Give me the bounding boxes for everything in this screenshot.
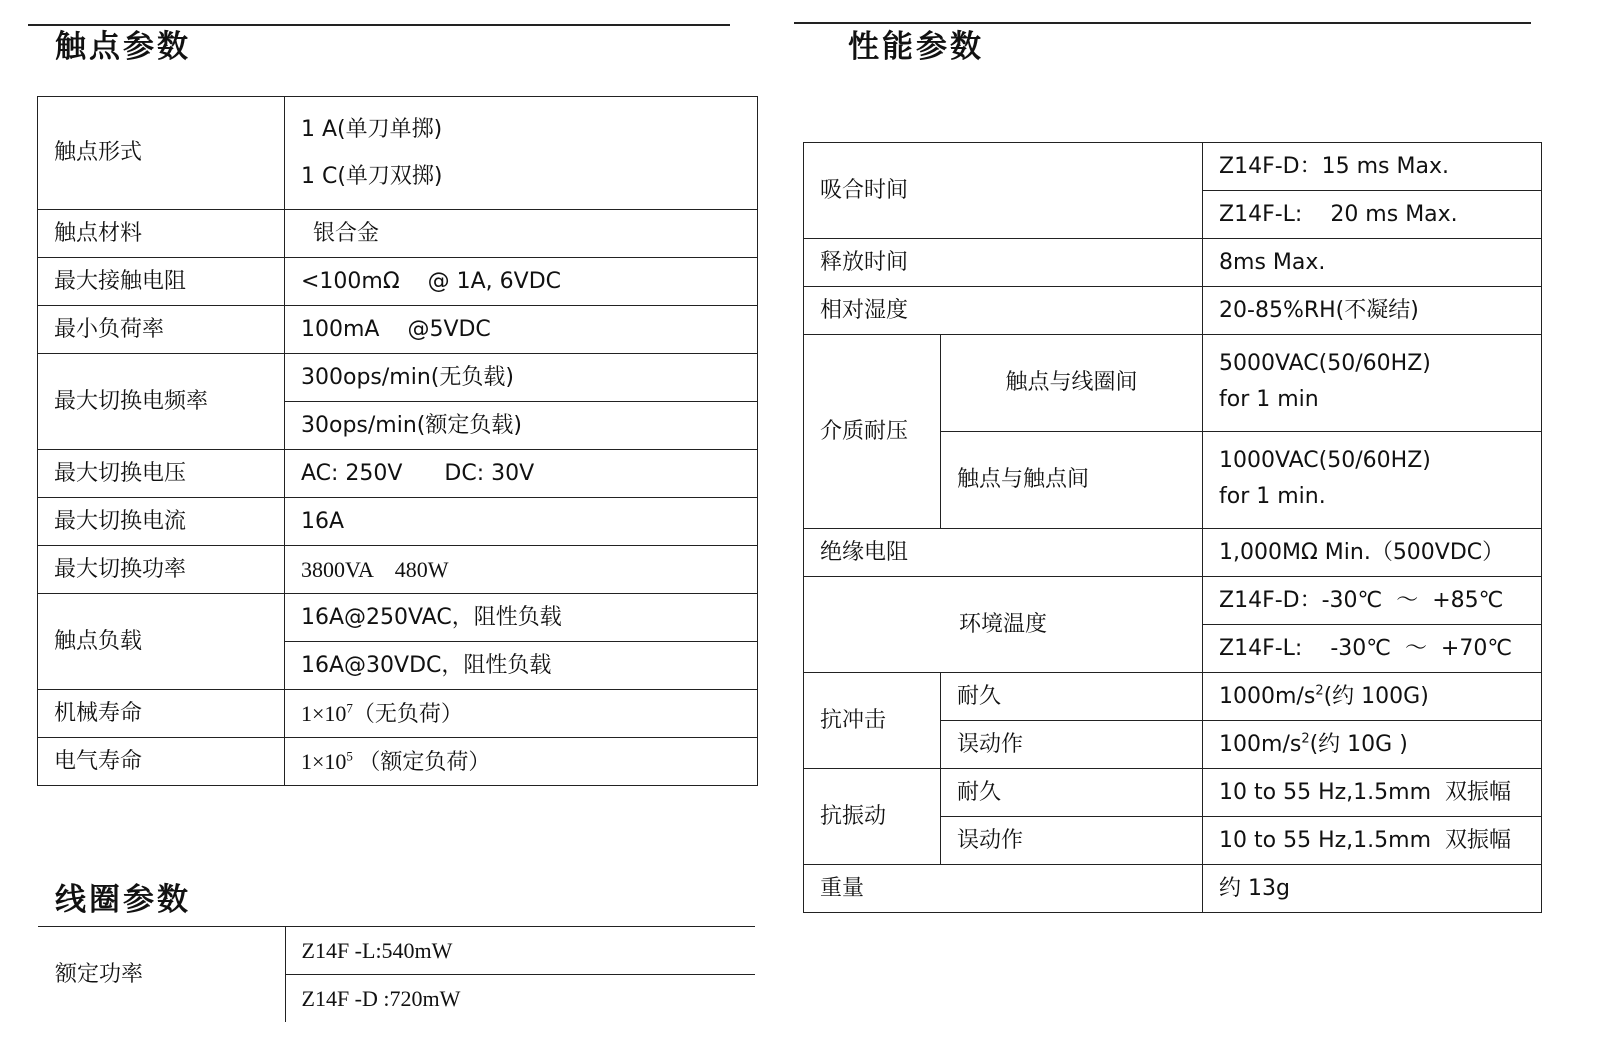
table-row <box>38 97 758 210</box>
value-note: （无负荷） <box>352 700 463 726</box>
contact-parameters-table <box>37 96 758 786</box>
row-label: 最大接触电阻 <box>38 258 285 306</box>
contact-section-title: 触点参数 <box>55 29 191 65</box>
table-row <box>804 673 1542 721</box>
coil-parameters-table <box>38 926 755 1022</box>
row-value: 300ops/min(无负载) <box>285 354 758 402</box>
table-row <box>38 210 758 258</box>
row-value: 10 to 55 Hz,1.5mm 双振幅 <box>1203 817 1542 865</box>
row-value-line: 5000VAC(50/60HZ) <box>1219 350 1431 376</box>
row-value: 20-85%RH(不凝结) <box>1203 287 1542 335</box>
table-row <box>38 354 758 402</box>
row-value: 30ops/min(额定负载) <box>285 402 758 450</box>
row-value: Z14F -D :720mW <box>285 975 755 1023</box>
row-value-line: 1 C(单刀双掷) <box>301 164 443 189</box>
row-sublabel: 触点与线圈间 <box>941 335 1203 432</box>
row-label: 吸合时间 <box>804 143 1203 239</box>
row-label: 抗冲击 <box>804 673 941 769</box>
row-label: 释放时间 <box>804 239 1203 287</box>
table-row <box>804 287 1542 335</box>
table-row <box>38 306 758 354</box>
row-value <box>285 738 758 786</box>
row-label: 绝缘电阻 <box>804 529 1203 577</box>
value-base: 1×10 <box>301 700 347 726</box>
row-label: 介质耐压 <box>804 335 941 529</box>
row-value: 16A@250VAC，阻性负载 <box>285 594 758 642</box>
value-exponent: 2 <box>1301 731 1310 747</box>
value-pre: 100m/s <box>1219 731 1302 757</box>
table-row <box>38 690 758 738</box>
row-value <box>1203 335 1542 432</box>
value-exponent: 7 <box>346 700 353 716</box>
performance-section-rule <box>794 22 1531 24</box>
row-label: 触点材料 <box>38 210 285 258</box>
row-value-line: 1000VAC(50/60HZ) <box>1219 447 1431 473</box>
table-row <box>804 865 1542 913</box>
row-value: 10 to 55 Hz,1.5mm 双振幅 <box>1203 769 1542 817</box>
row-value-line: for 1 min. <box>1219 483 1326 509</box>
table-row <box>38 738 758 786</box>
row-label: 最大切换电压 <box>38 450 285 498</box>
row-sublabel: 误动作 <box>941 721 1203 769</box>
row-value: 银合金 <box>285 210 758 258</box>
row-value: Z14F-L: -30℃ ～ +70℃ <box>1203 625 1542 673</box>
row-value: Z14F -L:540mW <box>285 927 755 975</box>
table-row <box>804 143 1542 191</box>
table-row <box>804 577 1542 625</box>
table-row <box>38 258 758 306</box>
performance-parameters-table <box>803 142 1542 913</box>
row-sublabel: 误动作 <box>941 817 1203 865</box>
row-value: Z14F-L: 20 ms Max. <box>1203 191 1542 239</box>
row-label: 环境温度 <box>804 577 1203 673</box>
value-pre: 1000m/s <box>1219 683 1316 709</box>
table-row <box>38 546 758 594</box>
row-value: 100mA @5VDC <box>285 306 758 354</box>
row-label: 最大切换电频率 <box>38 354 285 450</box>
table-row <box>38 498 758 546</box>
value-post: (约 10G ) <box>1309 731 1408 757</box>
table-row <box>38 927 755 975</box>
row-value <box>285 97 758 210</box>
row-value: 1,000MΩ Min.（500VDC） <box>1203 529 1542 577</box>
row-value: 16A@30VDC，阻性负载 <box>285 642 758 690</box>
value-base: 1×10 <box>301 748 347 774</box>
row-value: AC: 250V DC: 30V <box>285 450 758 498</box>
coil-section-title: 线圈参数 <box>55 882 191 918</box>
row-label: 抗振动 <box>804 769 941 865</box>
row-label: 最大切换功率 <box>38 546 285 594</box>
row-label: 电气寿命 <box>38 738 285 786</box>
row-value: 3800VA 480W <box>285 546 758 594</box>
table-row <box>804 239 1542 287</box>
row-label: 触点形式 <box>38 97 285 210</box>
value-post: (约 100G) <box>1323 683 1429 709</box>
row-value: Z14F-D：15 ms Max. <box>1203 143 1542 191</box>
row-value <box>285 690 758 738</box>
row-value: <100mΩ @ 1A, 6VDC <box>285 258 758 306</box>
contact-section-rule <box>28 24 730 26</box>
value-exponent: 2 <box>1315 683 1324 699</box>
row-value-line: 1 A(单刀单掷) <box>301 117 443 142</box>
row-value-line: for 1 min <box>1219 386 1319 412</box>
row-label: 相对湿度 <box>804 287 1203 335</box>
table-row <box>804 335 1542 432</box>
row-label: 额定功率 <box>38 927 285 1023</box>
row-value: Z14F-D：-30℃ ～ +85℃ <box>1203 577 1542 625</box>
row-label: 机械寿命 <box>38 690 285 738</box>
row-sublabel: 耐久 <box>941 769 1203 817</box>
row-sublabel: 耐久 <box>941 673 1203 721</box>
row-label: 最小负荷率 <box>38 306 285 354</box>
row-value: 约 13g <box>1203 865 1542 913</box>
value-exponent: 5 <box>346 748 353 764</box>
table-row <box>804 769 1542 817</box>
row-label: 重量 <box>804 865 1203 913</box>
row-label: 最大切换电流 <box>38 498 285 546</box>
value-note: （额定负荷） <box>352 748 491 774</box>
table-row <box>38 594 758 642</box>
row-sublabel: 触点与触点间 <box>941 432 1203 529</box>
row-value <box>1203 721 1542 769</box>
row-value <box>1203 673 1542 721</box>
table-row <box>804 529 1542 577</box>
row-label: 触点负载 <box>38 594 285 690</box>
row-value: 16A <box>285 498 758 546</box>
table-row <box>38 450 758 498</box>
performance-section-title: 性能参数 <box>848 29 984 65</box>
row-value <box>1203 432 1542 529</box>
row-value: 8ms Max. <box>1203 239 1542 287</box>
